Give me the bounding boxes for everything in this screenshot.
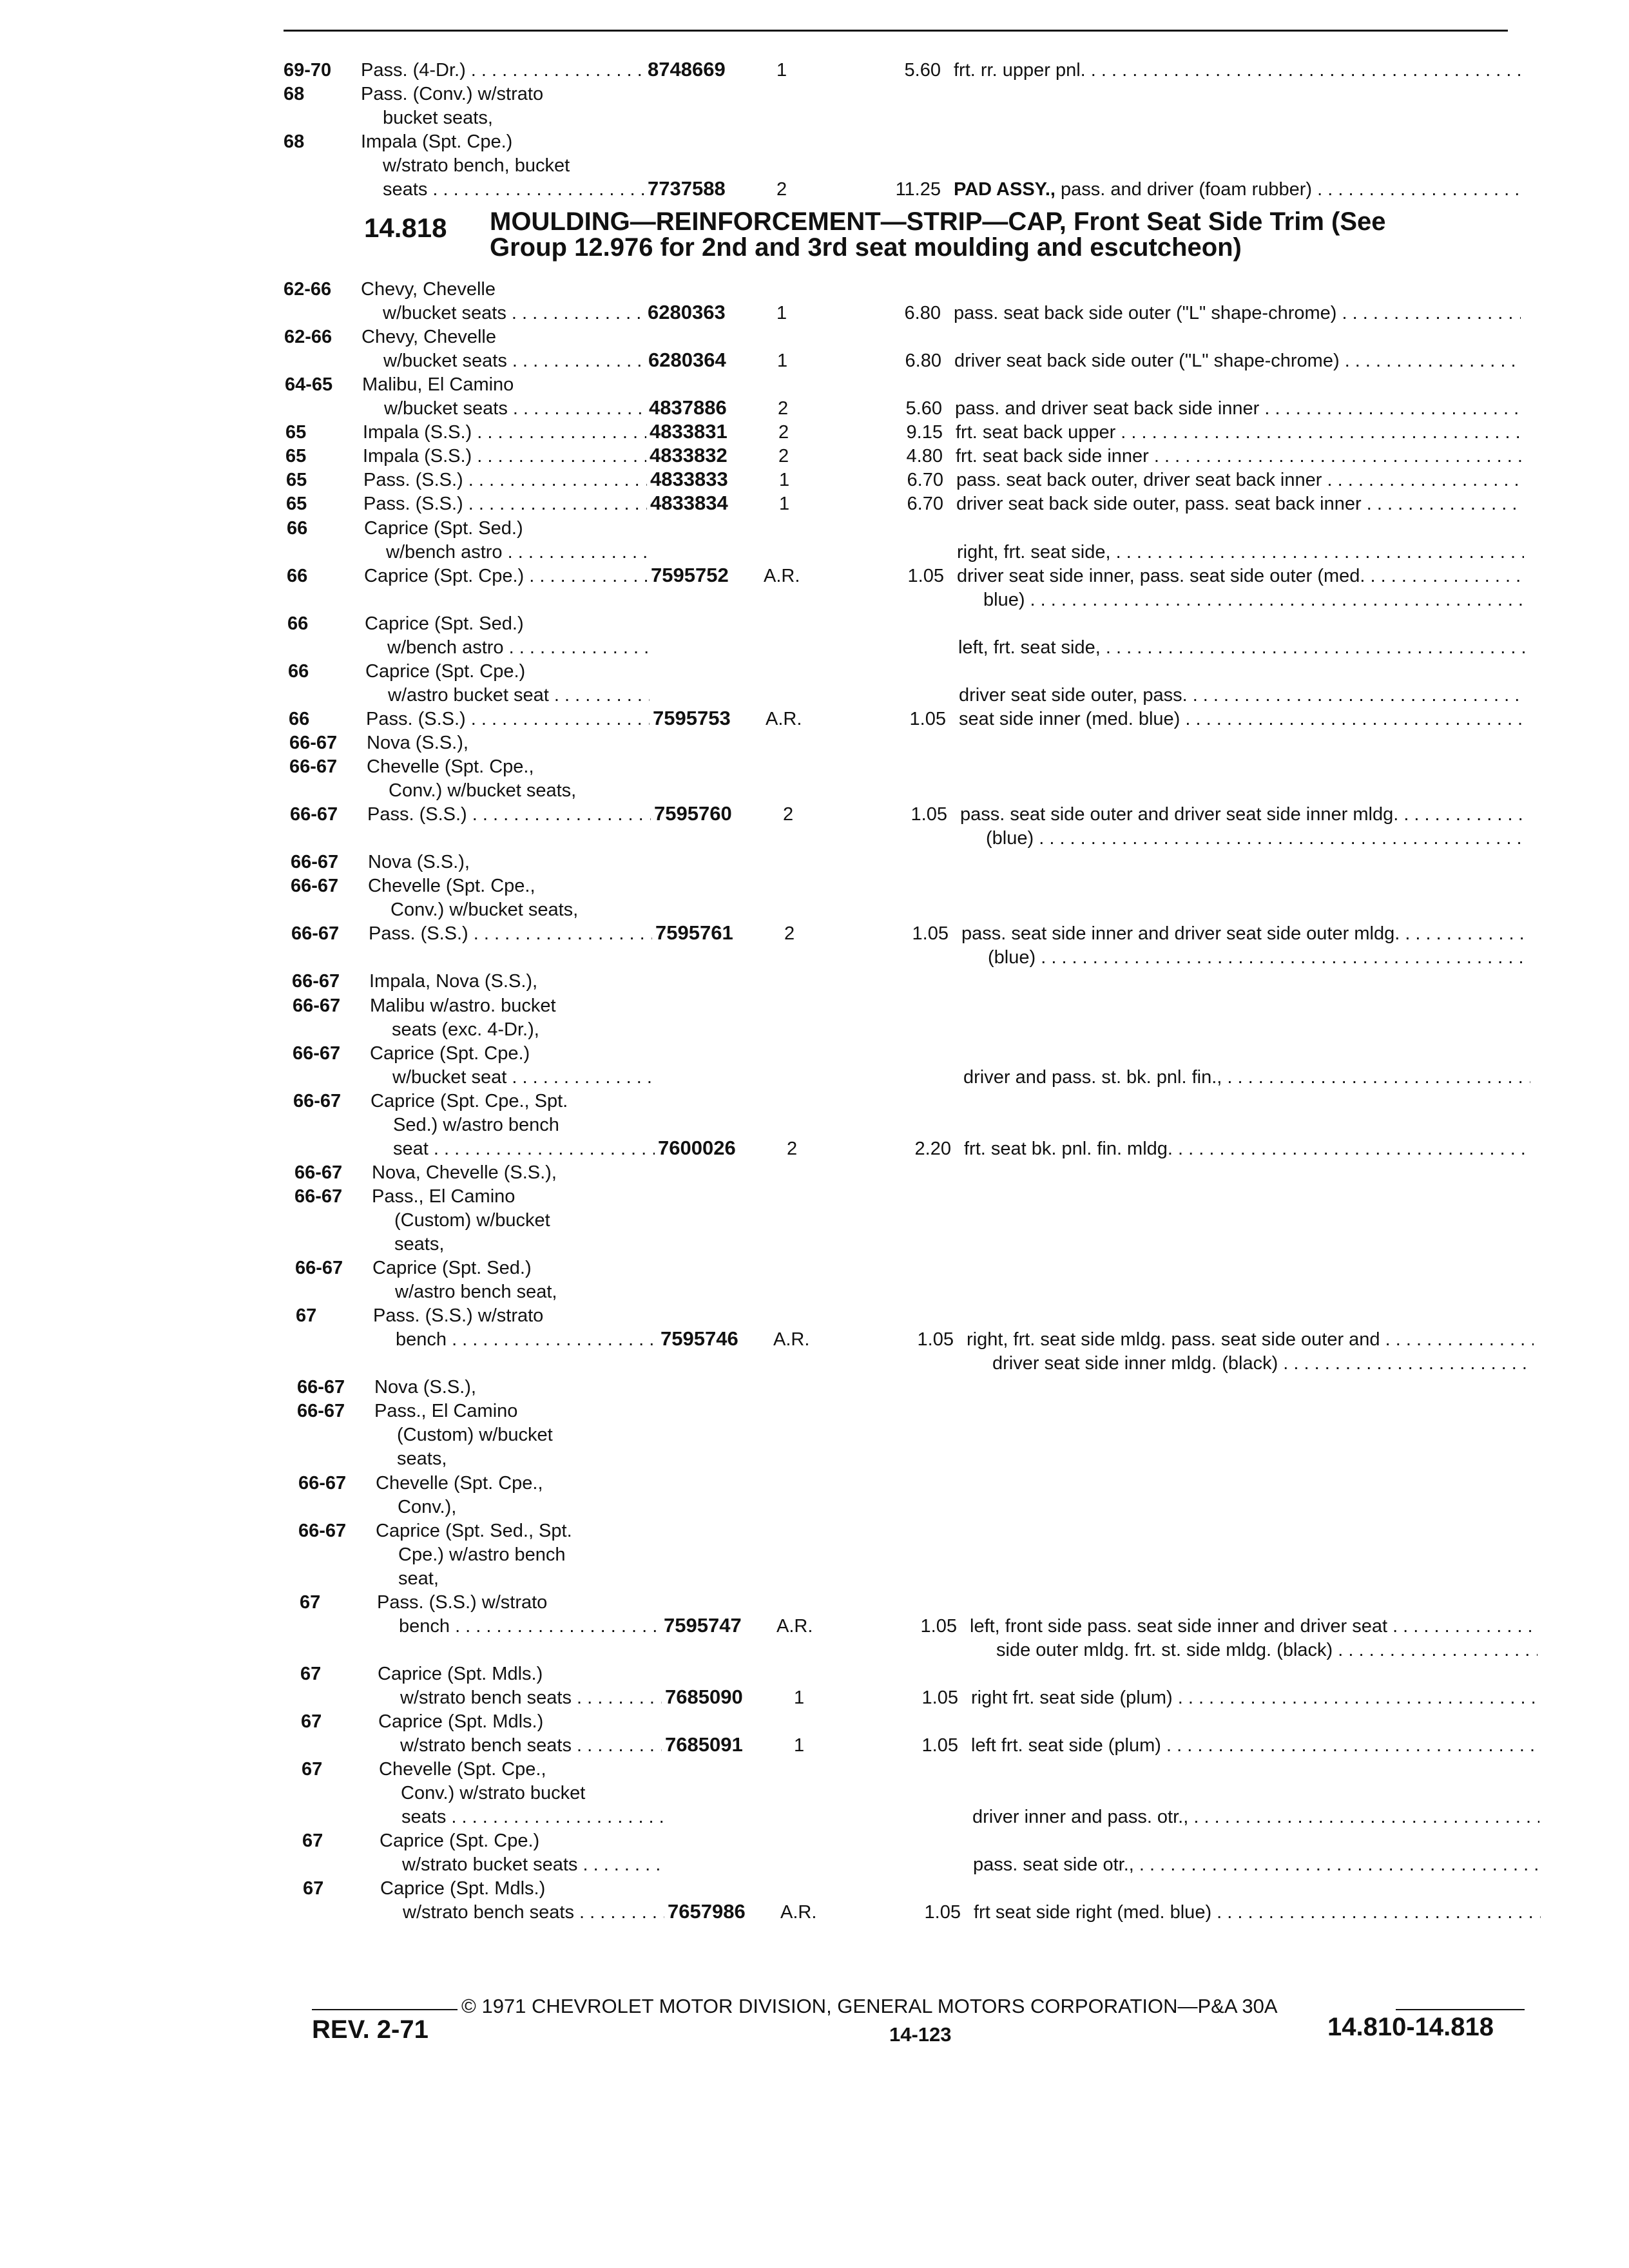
model-description: Pass. (S.S.) . . . — [369, 923, 652, 945]
model-description: w/bucket seats . . . — [383, 350, 645, 372]
list-price: 1.05 — [920, 1615, 957, 1637]
model-year: 66-67 — [293, 1043, 341, 1064]
model-year: 65 — [285, 446, 307, 467]
part-description — [973, 1854, 1540, 1876]
quantity: 2 — [778, 422, 789, 443]
part-description-text: left frt. seat side (plum) — [971, 1735, 1161, 1756]
model-description: Chevelle (Spt. Cpe., — [367, 756, 534, 777]
part-number: 7737588 — [648, 177, 726, 200]
model-description: Pass., El Camino — [372, 1186, 516, 1207]
part-description-text: pass. and driver seat back side inner — [955, 398, 1260, 419]
model-year: 67 — [300, 1591, 321, 1613]
model-description: w/strato bench, bucket — [383, 155, 570, 176]
part-number: 7685090 — [665, 1685, 743, 1708]
footer-rule-left — [312, 2009, 458, 2010]
part-description-text: side outer mldg. frt. st. side mldg. (black) — [996, 1639, 1333, 1660]
copyright-line: © 1971 CHEVROLET MOTOR DIVISION, GENERAL MOTORS CORPORATION—P&A 30A — [461, 1995, 1278, 2017]
part-description-text: left, front side pass. seat side inner and driver seat — [970, 1615, 1388, 1637]
part-description — [957, 541, 1524, 563]
model-description: (Custom) w/bucket — [397, 1425, 553, 1446]
part-description — [959, 684, 1526, 706]
part-description-text: pass. seat side outer and driver seat side inner mldg. — [960, 804, 1399, 825]
model-description: Malibu w/astro. bucket — [370, 995, 556, 1016]
model-description: seats . . . — [401, 1806, 663, 1828]
part-description-text: pass. seat side inner and driver seat side outer mldg. — [961, 923, 1400, 945]
part-number: 7595746 — [660, 1327, 738, 1350]
part-description — [956, 469, 1523, 491]
model-description: Caprice (Spt. Cpe.) — [370, 1043, 530, 1064]
model-description: Caprice (Spt. Mdls.) — [380, 1878, 546, 1899]
model-description: w/strato bench seats . . . — [403, 1901, 664, 1923]
part-description — [967, 1329, 1534, 1350]
part-number: 4833834 — [650, 492, 728, 515]
model-description: w/bucket seat . . . — [392, 1066, 654, 1088]
model-year: 66-67 — [289, 756, 338, 777]
list-price: 1.05 — [911, 804, 947, 825]
model-year: 66-67 — [290, 804, 338, 825]
part-description — [970, 1615, 1537, 1637]
model-year: 69-70 — [284, 60, 332, 81]
section-title-line-1: MOULDING—REINFORCEMENT—STRIP—CAP, Front Seat Side Trim (See — [490, 207, 1386, 236]
model-year: 67 — [303, 1878, 324, 1899]
quantity: A.R. — [766, 708, 802, 729]
model-year: 65 — [286, 470, 307, 491]
quantity: 1 — [779, 494, 790, 515]
quantity: A.R. — [764, 565, 800, 586]
model-description: Caprice (Spt. Sed.) — [372, 1258, 532, 1279]
quantity: 2 — [784, 923, 795, 945]
model-description: seats . . . — [383, 178, 644, 200]
list-price: 1.05 — [921, 1687, 958, 1708]
model-description: Impala (S.S.) . . . — [363, 445, 646, 467]
part-number: 4833831 — [650, 420, 728, 443]
model-description: Pass. (S.S.) . . . — [367, 803, 651, 825]
part-description — [958, 637, 1525, 658]
quantity: 2 — [787, 1138, 798, 1159]
model-year: 66-67 — [294, 1186, 343, 1207]
model-description: Nova (S.S.), — [367, 732, 468, 753]
part-description — [956, 421, 1523, 443]
part-number: 7600026 — [658, 1136, 736, 1159]
part-description-text: driver seat side outer, pass. — [959, 684, 1188, 706]
model-description: Pass. (S.S.) . . . — [363, 493, 647, 515]
model-description: Caprice (Spt. Sed.) — [364, 517, 523, 539]
part-description-text: left, frt. seat side, — [958, 637, 1101, 658]
model-description: Nova (S.S.), — [368, 852, 470, 873]
part-description-text: frt. seat back upper — [956, 422, 1116, 443]
quantity: A.R. — [780, 1902, 817, 1923]
part-description-text: pass. seat back outer, driver seat back inner — [956, 470, 1322, 491]
quantity: 1 — [794, 1735, 805, 1756]
model-description: Nova, Chevelle (S.S.), — [372, 1162, 557, 1183]
part-description-text: driver inner and pass. otr., — [972, 1807, 1189, 1828]
part-description-text: (blue) — [988, 947, 1036, 968]
model-year: 67 — [302, 1759, 323, 1780]
part-description — [960, 803, 1527, 825]
section-title-line-2: Group 12.976 for 2nd and 3rd seat moulding and escutcheon) — [490, 233, 1242, 262]
list-price: 9.15 — [906, 422, 943, 443]
part-description-text: driver seat back side outer, pass. seat back inner — [956, 494, 1362, 515]
part-description — [983, 589, 1525, 611]
part-description-text: driver seat side inner mldg. (black) — [992, 1353, 1278, 1374]
part-description — [959, 708, 1526, 730]
list-price: 1.05 — [924, 1902, 961, 1923]
model-year: 68 — [284, 84, 305, 104]
model-year: 67 — [302, 1831, 323, 1852]
part-description — [956, 445, 1523, 467]
part-number: 8748669 — [648, 58, 726, 81]
part-description — [963, 1066, 1530, 1088]
part-description — [957, 565, 1524, 587]
model-description: Impala (S.S.) . . . — [363, 421, 646, 443]
part-description — [988, 947, 1529, 968]
model-year: 65 — [286, 494, 307, 515]
quantity: 2 — [778, 446, 789, 467]
model-description: Conv.) w/strato bucket — [401, 1783, 586, 1804]
part-description-text: pass. seat side otr., — [973, 1854, 1134, 1876]
quantity: 1 — [777, 351, 788, 372]
model-description: Caprice (Spt. Cpe.) — [380, 1831, 540, 1852]
model-description: Impala, Nova (S.S.), — [369, 971, 538, 992]
footer-rule-right — [1396, 2009, 1525, 2010]
part-description-text: frt. seat back side inner — [956, 446, 1149, 467]
part-description-text: frt. rr. upper pnl. — [954, 60, 1086, 81]
part-description — [986, 827, 1527, 849]
model-description: Nova (S.S.), — [374, 1377, 476, 1398]
model-year: 66-67 — [292, 971, 340, 992]
part-number: 4837886 — [649, 396, 727, 419]
part-description — [996, 1639, 1537, 1661]
part-description-text: driver seat side inner, pass. seat side outer (med. — [957, 565, 1365, 586]
part-number: 7595747 — [664, 1613, 742, 1637]
part-number: 7595752 — [651, 563, 729, 586]
model-description: Chevelle (Spt. Cpe., — [368, 876, 535, 897]
model-year: 67 — [300, 1663, 322, 1684]
part-description-text: right frt. seat side (plum) — [971, 1687, 1173, 1708]
part-number: 4833832 — [650, 444, 728, 467]
model-description: Chevy, Chevelle — [361, 279, 496, 300]
part-description — [954, 59, 1521, 81]
model-year: 66 — [288, 660, 309, 682]
model-description: w/strato bench seats . . . — [400, 1687, 662, 1709]
quantity: A.R. — [773, 1329, 810, 1350]
model-description: Impala (Spt. Cpe.) — [361, 131, 513, 152]
part-number: 4833833 — [650, 468, 728, 491]
part-description — [956, 493, 1523, 515]
part-description-text: blue) — [983, 589, 1025, 610]
model-description: Caprice (Spt. Mdls.) — [378, 1711, 544, 1732]
model-year: 66-67 — [289, 732, 338, 753]
list-price: 1.05 — [907, 565, 944, 586]
model-description: Pass. (S.S.) w/strato — [377, 1591, 548, 1613]
part-category: PAD ASSY., — [954, 179, 1055, 200]
model-description: Caprice (Spt. Sed., Spt. — [376, 1520, 572, 1541]
quantity: 1 — [794, 1687, 805, 1708]
part-description — [971, 1735, 1538, 1756]
part-description — [954, 302, 1521, 324]
part-description-text: frt. seat bk. pnl. fin. mldg. — [964, 1138, 1173, 1159]
model-year: 66-67 — [297, 1401, 345, 1422]
model-description: Caprice (Spt. Cpe., Spt. — [371, 1090, 568, 1111]
model-year: 66 — [287, 565, 308, 586]
quantity: A.R. — [776, 1615, 813, 1637]
top-rule — [284, 30, 1508, 32]
quantity: 2 — [783, 804, 794, 825]
list-price: 6.80 — [905, 351, 941, 372]
model-year: 65 — [285, 422, 307, 443]
list-price: 6.70 — [907, 470, 943, 491]
model-description: Pass. (S.S.) . . . — [363, 469, 647, 491]
part-description-text: (blue) — [986, 828, 1034, 849]
quantity: 1 — [776, 60, 787, 81]
model-description: w/astro bucket seat . . . — [388, 684, 650, 706]
part-description — [974, 1901, 1541, 1923]
part-description — [992, 1352, 1534, 1374]
section-number: 14.818 — [364, 213, 447, 243]
model-description: bench . . . — [399, 1615, 660, 1637]
part-number: 7595753 — [653, 706, 731, 729]
part-description-text: right, frt. seat side mldg. pass. seat side outer and — [967, 1329, 1380, 1350]
model-year: 66-67 — [291, 876, 339, 897]
model-description: Pass. (Conv.) w/strato — [361, 84, 544, 104]
model-year: 62-66 — [284, 279, 332, 300]
part-description — [964, 1138, 1531, 1160]
part-description — [954, 178, 1521, 200]
part-description — [955, 398, 1522, 419]
model-description: Chevy, Chevelle — [361, 327, 497, 348]
model-description: Pass. (S.S.) . . . — [366, 708, 650, 730]
model-description: Chevelle (Spt. Cpe., — [379, 1759, 546, 1780]
model-year: 66-67 — [298, 1520, 347, 1541]
model-description: w/bucket seats . . . — [383, 302, 644, 324]
part-description — [972, 1806, 1539, 1828]
list-price: 1.05 — [917, 1329, 954, 1350]
part-number: 6280363 — [648, 301, 726, 324]
model-description: bucket seats, — [383, 108, 493, 128]
model-description: w/strato bucket seats . . . — [402, 1854, 664, 1876]
model-year: 62-66 — [284, 327, 333, 348]
model-year: 66-67 — [298, 1472, 347, 1494]
model-year: 64-65 — [285, 374, 333, 396]
list-price: 5.60 — [905, 398, 942, 419]
model-description: w/bench astro . . . — [387, 637, 649, 658]
model-year: 66 — [287, 613, 309, 634]
model-year: 66-67 — [294, 1162, 343, 1183]
model-description: Pass. (S.S.) w/strato — [373, 1305, 544, 1327]
model-description: Cpe.) w/astro bench — [398, 1544, 566, 1565]
part-description-text: frt seat side right (med. blue) — [974, 1902, 1212, 1923]
section-range: 14.810-14.818 — [1327, 2013, 1494, 2041]
model-description: w/bucket seats . . . — [384, 398, 646, 419]
part-number: 7685091 — [665, 1733, 743, 1756]
list-price: 1.05 — [921, 1735, 958, 1756]
model-year: 68 — [284, 131, 305, 152]
model-description: w/bench astro . . . — [386, 541, 648, 563]
model-year: 66-67 — [293, 995, 341, 1016]
list-price: 1.05 — [912, 923, 949, 945]
model-description: (Custom) w/bucket — [394, 1209, 550, 1231]
part-number: 6280364 — [648, 349, 726, 372]
part-description-text: pass. seat back side outer ("L" shape-chrome) — [954, 303, 1337, 324]
part-description — [961, 923, 1528, 945]
part-description-text: seat side inner (med. blue) — [959, 708, 1181, 729]
model-year: 66 — [287, 517, 308, 539]
part-description-text: pass. and driver (foam rubber) — [1061, 179, 1313, 200]
model-description: Conv.) w/bucket seats, — [390, 899, 579, 921]
part-description — [971, 1687, 1538, 1709]
part-description-text: right, frt. seat side, — [957, 541, 1111, 562]
quantity: 1 — [779, 470, 790, 491]
part-number: 7595760 — [654, 802, 732, 825]
model-year: 66-67 — [291, 852, 339, 873]
list-price: 5.60 — [904, 60, 941, 81]
model-description: Caprice (Spt. Cpe.) . . . — [364, 565, 648, 587]
model-description: seat, — [398, 1568, 439, 1589]
list-price: 1.05 — [909, 708, 946, 729]
model-description: Malibu, El Camino — [362, 374, 514, 396]
model-description: Caprice (Spt. Sed.) — [365, 613, 524, 634]
model-description: Conv.), — [398, 1496, 457, 1517]
model-year: 66-67 — [295, 1258, 343, 1279]
model-year: 67 — [296, 1305, 317, 1327]
part-number: 7595761 — [655, 921, 733, 945]
model-year: 66-67 — [297, 1377, 345, 1398]
model-description: Caprice (Spt. Cpe.) — [365, 660, 526, 682]
model-description: w/astro bench seat, — [395, 1282, 557, 1303]
quantity: 2 — [776, 179, 787, 200]
model-description: Sed.) w/astro bench — [393, 1114, 559, 1135]
model-description: w/strato bench seats . . . — [400, 1735, 662, 1756]
quantity: 2 — [778, 398, 789, 419]
list-price: 6.80 — [904, 303, 941, 324]
model-description: seats, — [397, 1448, 447, 1470]
model-year: 66-67 — [293, 1090, 342, 1111]
model-description: Chevelle (Spt. Cpe., — [376, 1472, 543, 1494]
quantity: 1 — [776, 303, 787, 324]
part-description-text: driver and pass. st. bk. pnl. fin., — [963, 1066, 1222, 1088]
model-description: Pass. (4-Dr.) . . . — [361, 59, 644, 81]
page-number: 14-123 — [889, 2023, 952, 2046]
list-price: 11.25 — [895, 179, 941, 200]
part-description — [954, 350, 1521, 372]
model-description: Caprice (Spt. Mdls.) — [378, 1663, 543, 1684]
model-description: seats (exc. 4-Dr.), — [392, 1019, 539, 1040]
model-description: Pass., El Camino — [374, 1401, 518, 1422]
model-year: 66 — [289, 708, 310, 729]
model-description: Conv.) w/bucket seats, — [389, 780, 577, 802]
model-year: 66-67 — [291, 923, 340, 945]
part-number: 7657986 — [668, 1900, 746, 1923]
list-price: 2.20 — [914, 1138, 951, 1159]
model-description: bench . . . — [396, 1329, 657, 1350]
list-price: 6.70 — [907, 494, 943, 515]
model-year: 67 — [301, 1711, 322, 1732]
model-description: seats, — [394, 1234, 445, 1254]
model-description: seat . . . — [393, 1138, 655, 1160]
list-price: 4.80 — [906, 446, 943, 467]
part-description-text: driver seat back side outer ("L" shape-chrome) — [954, 351, 1340, 372]
revision-label: REV. 2-71 — [312, 2015, 429, 2044]
